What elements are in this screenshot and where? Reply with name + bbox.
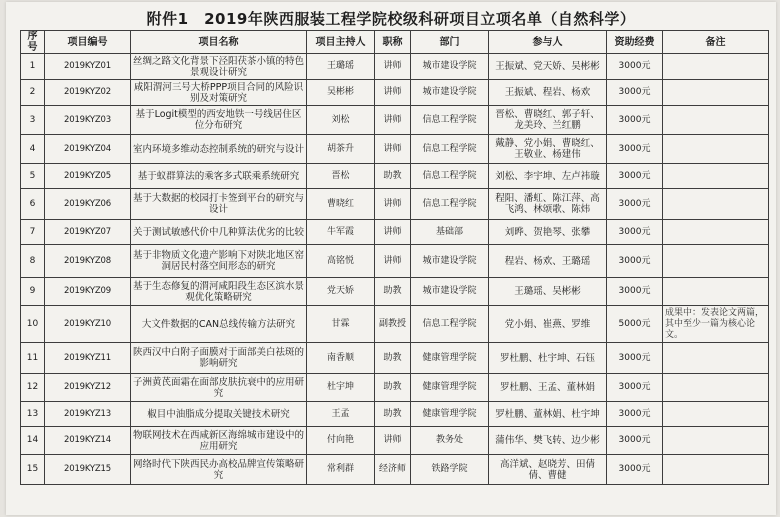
- cell-note: [663, 402, 769, 427]
- cell-fund: 3000元: [607, 374, 663, 402]
- cell-note: [663, 54, 769, 80]
- cell-no: 3: [21, 106, 45, 135]
- cell-members: 王璐瑶、吴彬彬: [489, 278, 607, 306]
- cell-note: [663, 80, 769, 106]
- cell-name: 基于生态修复的渭河咸阳段生态区滨水景观优化策略研究: [131, 278, 307, 306]
- cell-title: 讲师: [375, 80, 411, 106]
- cell-no: 6: [21, 189, 45, 220]
- cell-code: 2019KYZ15: [45, 455, 131, 485]
- cell-code: 2019KYZ09: [45, 278, 131, 306]
- table-row: [21, 306, 769, 343]
- header-host: 项目主持人: [307, 31, 375, 54]
- cell-no: 2: [21, 80, 45, 106]
- cell-members: 刘松、李宇坤、左卢祎璇: [489, 164, 607, 189]
- cell-note: [663, 278, 769, 306]
- cell-note: [663, 374, 769, 402]
- cell-dept: 教务处: [411, 427, 489, 455]
- cell-no: 12: [21, 374, 45, 402]
- cell-members: 高洋斌、赵晓芳、田倩倩、曹健: [489, 455, 607, 485]
- table-row: [21, 106, 769, 135]
- cell-fund: 3000元: [607, 455, 663, 485]
- cell-note: [663, 455, 769, 485]
- cell-name: 椒目中油脂成分提取关键技术研究: [131, 402, 307, 427]
- table-row: [21, 245, 769, 278]
- cell-members: 罗杜鹏、杜宇坤、石钰: [489, 343, 607, 374]
- cell-name: 关于测试敏感代价中几种算法优劣的比较: [131, 220, 307, 245]
- cell-dept: 铁路学院: [411, 455, 489, 485]
- cell-title: 讲师: [375, 245, 411, 278]
- cell-title: 讲师: [375, 106, 411, 135]
- cell-name: 物联网技术在西咸新区海绵城市建设中的应用研究: [131, 427, 307, 455]
- cell-name: 基于蚁群算法的乘客多式联乘系统研究: [131, 164, 307, 189]
- cell-no: 15: [21, 455, 45, 485]
- cell-no: 11: [21, 343, 45, 374]
- cell-title: 讲师: [375, 189, 411, 220]
- cell-code: 2019KYZ07: [45, 220, 131, 245]
- cell-code: 2019KYZ14: [45, 427, 131, 455]
- document-sheet: [6, 2, 776, 515]
- cell-dept: 城市建设学院: [411, 278, 489, 306]
- cell-host: 高铭悦: [307, 245, 375, 278]
- cell-title: 讲师: [375, 220, 411, 245]
- cell-title: 助教: [375, 278, 411, 306]
- cell-host: 杜宇坤: [307, 374, 375, 402]
- cell-name: 子洲黄芪面霜在面部皮肤抗衰中的应用研究: [131, 374, 307, 402]
- cell-note: [663, 189, 769, 220]
- cell-members: 刘晔、贺艳琴、张攀: [489, 220, 607, 245]
- cell-dept: 城市建设学院: [411, 54, 489, 80]
- cell-fund: 3000元: [607, 54, 663, 80]
- cell-members: 罗杜鹏、王孟、董林娟: [489, 374, 607, 402]
- cell-no: 7: [21, 220, 45, 245]
- cell-dept: 基础部: [411, 220, 489, 245]
- cell-note: [663, 220, 769, 245]
- cell-members: 王振斌、党天娇、吴彬彬: [489, 54, 607, 80]
- cell-code: 2019KYZ10: [45, 306, 131, 343]
- header-members: 参与人: [489, 31, 607, 54]
- cell-note: [663, 427, 769, 455]
- cell-code: 2019KYZ06: [45, 189, 131, 220]
- cell-code: 2019KYZ08: [45, 245, 131, 278]
- header-fund: 资助经费: [607, 31, 663, 54]
- cell-members: 王振斌、程岩、杨欢: [489, 80, 607, 106]
- project-table: [20, 30, 769, 485]
- cell-members: 蒲伟华、樊飞转、边少彬: [489, 427, 607, 455]
- cell-note: [663, 245, 769, 278]
- table-row: [21, 343, 769, 374]
- table-row: [21, 189, 769, 220]
- table-row: [21, 402, 769, 427]
- cell-fund: 3000元: [607, 106, 663, 135]
- cell-note: [663, 164, 769, 189]
- table-row: [21, 135, 769, 164]
- cell-host: 胡茶升: [307, 135, 375, 164]
- cell-title: 助教: [375, 164, 411, 189]
- cell-note: [663, 135, 769, 164]
- cell-dept: 健康管理学院: [411, 343, 489, 374]
- cell-fund: 3000元: [607, 164, 663, 189]
- cell-fund: 3000元: [607, 343, 663, 374]
- header-code: 项目编号: [45, 31, 131, 54]
- cell-members: 程岩、杨欢、王璐瑶: [489, 245, 607, 278]
- cell-code: 2019KYZ12: [45, 374, 131, 402]
- cell-fund: 5000元: [607, 306, 663, 343]
- cell-dept: 城市建设学院: [411, 80, 489, 106]
- cell-no: 10: [21, 306, 45, 343]
- table-row: [21, 278, 769, 306]
- cell-name: 基于非物质文化遗产影响下对陕北地区窑洞居民村落空间形态的研究: [131, 245, 307, 278]
- cell-name: 咸阳渭河三号大桥PPP项目合同的风险识别及对策研究: [131, 80, 307, 106]
- cell-title: 助教: [375, 402, 411, 427]
- table-row: [21, 80, 769, 106]
- cell-host: 南香顺: [307, 343, 375, 374]
- cell-members: 晋松、曹晓红、郭子轩、龙美玲、兰红鹏: [489, 106, 607, 135]
- header-dept: 部门: [411, 31, 489, 54]
- cell-host: 吴彬彬: [307, 80, 375, 106]
- cell-members: 戴静、党小娟、曹晓红、王敬业、杨建伟: [489, 135, 607, 164]
- cell-note: [663, 106, 769, 135]
- header-note: 备注: [663, 31, 769, 54]
- cell-code: 2019KYZ01: [45, 54, 131, 80]
- cell-title: 助教: [375, 374, 411, 402]
- cell-title: 讲师: [375, 54, 411, 80]
- cell-fund: 3000元: [607, 427, 663, 455]
- cell-dept: 信息工程学院: [411, 189, 489, 220]
- cell-no: 5: [21, 164, 45, 189]
- table-row: [21, 455, 769, 485]
- cell-host: 党天娇: [307, 278, 375, 306]
- cell-dept: 信息工程学院: [411, 106, 489, 135]
- cell-host: 牛军霞: [307, 220, 375, 245]
- cell-name: 基于大数据的校园打卡签到平台的研究与设计: [131, 189, 307, 220]
- cell-fund: 3000元: [607, 402, 663, 427]
- cell-fund: 3000元: [607, 80, 663, 106]
- cell-host: 曹晓红: [307, 189, 375, 220]
- cell-title: 经济师: [375, 455, 411, 485]
- cell-code: 2019KYZ03: [45, 106, 131, 135]
- cell-code: 2019KYZ05: [45, 164, 131, 189]
- cell-code: 2019KYZ13: [45, 402, 131, 427]
- cell-dept: 城市建设学院: [411, 245, 489, 278]
- table-row: [21, 220, 769, 245]
- cell-fund: 3000元: [607, 220, 663, 245]
- cell-members: 罗杜鹏、董林娟、杜宇坤: [489, 402, 607, 427]
- cell-note: 成果中：发表论文两篇，其中至少一篇为核心论文。: [663, 306, 769, 343]
- table-row: [21, 374, 769, 402]
- cell-dept: 信息工程学院: [411, 306, 489, 343]
- table-row: [21, 427, 769, 455]
- cell-host: 晋松: [307, 164, 375, 189]
- header-no: 序号: [21, 31, 45, 54]
- cell-host: 常利群: [307, 455, 375, 485]
- cell-no: 14: [21, 427, 45, 455]
- cell-fund: 3000元: [607, 189, 663, 220]
- cell-name: 基于Logit模型的西安地铁一号线居住区位分布研究: [131, 106, 307, 135]
- cell-name: 丝绸之路文化背景下泾阳茯茶小镇的特色景观设计研究: [131, 54, 307, 80]
- table-row: [21, 54, 769, 80]
- cell-code: 2019KYZ04: [45, 135, 131, 164]
- cell-dept: 信息工程学院: [411, 164, 489, 189]
- cell-dept: 健康管理学院: [411, 402, 489, 427]
- cell-host: 刘松: [307, 106, 375, 135]
- document-title: 附件1 2019年陕西服装工程学院校级科研项目立项名单（自然科学）: [146, 10, 636, 28]
- cell-no: 13: [21, 402, 45, 427]
- header-title: 职称: [375, 31, 411, 54]
- cell-name: 大文件数据的CAN总线传输方法研究: [131, 306, 307, 343]
- cell-code: 2019KYZ02: [45, 80, 131, 106]
- cell-fund: 3000元: [607, 135, 663, 164]
- cell-host: 王璐瑶: [307, 54, 375, 80]
- cell-title: 讲师: [375, 135, 411, 164]
- cell-dept: 信息工程学院: [411, 135, 489, 164]
- cell-fund: 3000元: [607, 245, 663, 278]
- cell-code: 2019KYZ11: [45, 343, 131, 374]
- cell-members: 党小娟、崔燕、罗维: [489, 306, 607, 343]
- cell-no: 8: [21, 245, 45, 278]
- cell-dept: 健康管理学院: [411, 374, 489, 402]
- cell-fund: 3000元: [607, 278, 663, 306]
- cell-members: 程阳、潘虹、陈江萍、高飞鸿、林颂歌、陈炜: [489, 189, 607, 220]
- header-row: [21, 31, 769, 54]
- cell-note: [663, 343, 769, 374]
- cell-no: 4: [21, 135, 45, 164]
- cell-name: 陕西汉中白附子面膜对于面部美白祛斑的影响研究: [131, 343, 307, 374]
- cell-title: 副教授: [375, 306, 411, 343]
- cell-host: 付向艳: [307, 427, 375, 455]
- cell-no: 1: [21, 54, 45, 80]
- cell-title: 助教: [375, 343, 411, 374]
- table-row: [21, 164, 769, 189]
- cell-no: 9: [21, 278, 45, 306]
- header-name: 项目名称: [131, 31, 307, 54]
- cell-name: 室内环境多维动态控制系统的研究与设计: [131, 135, 307, 164]
- cell-title: 讲师: [375, 427, 411, 455]
- cell-host: 王孟: [307, 402, 375, 427]
- cell-host: 甘霖: [307, 306, 375, 343]
- cell-name: 网络时代下陕西民办高校品牌宣传策略研究: [131, 455, 307, 485]
